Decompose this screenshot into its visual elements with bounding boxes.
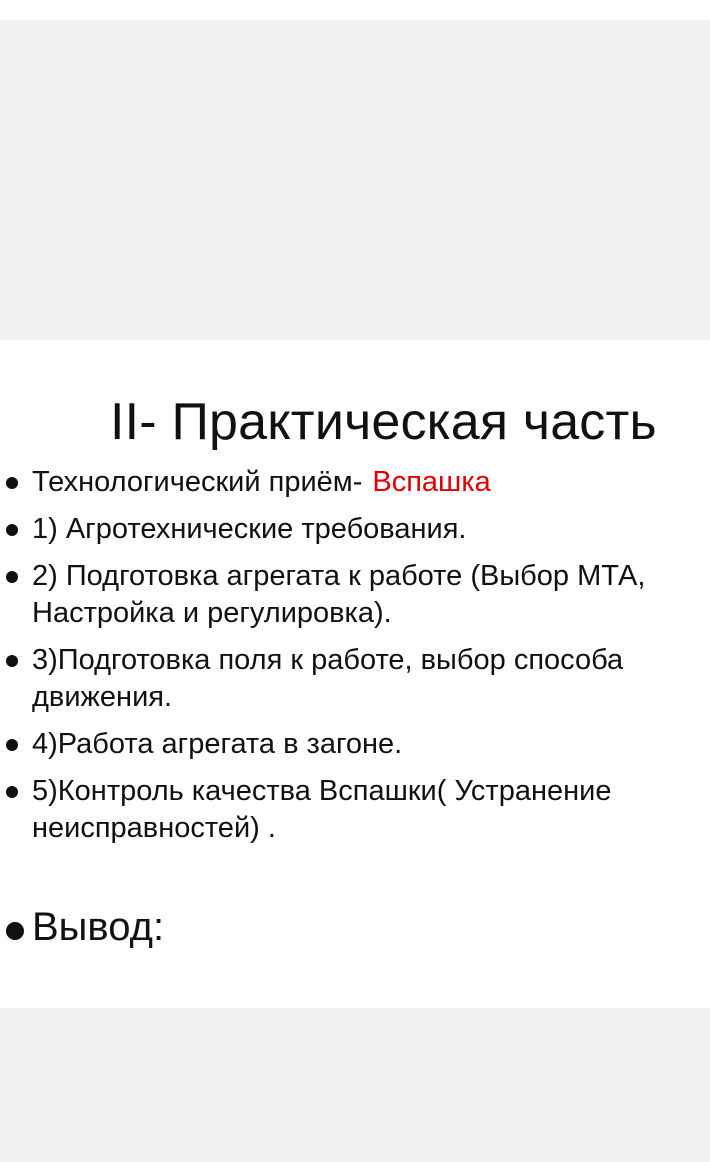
viewer-background-bottom bbox=[0, 1008, 710, 1162]
bullet-icon bbox=[6, 739, 18, 751]
bullet-item-3 bbox=[0, 642, 710, 716]
top-strip bbox=[0, 0, 710, 20]
bullet-text: 1) Агротехнические требования. bbox=[32, 513, 467, 545]
bullet-item-2 bbox=[0, 558, 710, 632]
bullet-icon bbox=[6, 524, 18, 536]
bullet-text: 5)Контроль качества Вспашки( Устранение неисправностей) . bbox=[32, 775, 612, 844]
conclusion-heading bbox=[0, 904, 164, 950]
viewer-background-top bbox=[0, 20, 710, 340]
bullet-list bbox=[0, 464, 710, 847]
highlighted-term: Вспашка bbox=[372, 466, 491, 498]
bullet-item-1 bbox=[0, 511, 710, 548]
slide-title: II- Практическая часть bbox=[110, 393, 657, 451]
bullet-item-5 bbox=[0, 773, 710, 847]
bullet-text: Технологический приём- bbox=[32, 466, 363, 498]
bullet-icon bbox=[6, 477, 18, 489]
bullet-icon bbox=[6, 571, 18, 583]
bullet-icon bbox=[6, 786, 18, 798]
conclusion-text: Вывод: bbox=[32, 905, 165, 949]
bullet-text: 3)Подготовка поля к работе, выбор способа движения. bbox=[32, 644, 624, 713]
slide bbox=[0, 340, 710, 1008]
bullet-text: 2) Подготовка агрегата к работе (Выбор МТА, Настройка и регулировка). bbox=[32, 560, 646, 629]
bullet-text: 4)Работа агрегата в загоне. bbox=[32, 728, 403, 760]
bullet-icon bbox=[6, 655, 18, 667]
bullet-item-technique bbox=[0, 464, 710, 501]
bullet-icon bbox=[6, 922, 24, 940]
bullet-item-4 bbox=[0, 726, 710, 763]
